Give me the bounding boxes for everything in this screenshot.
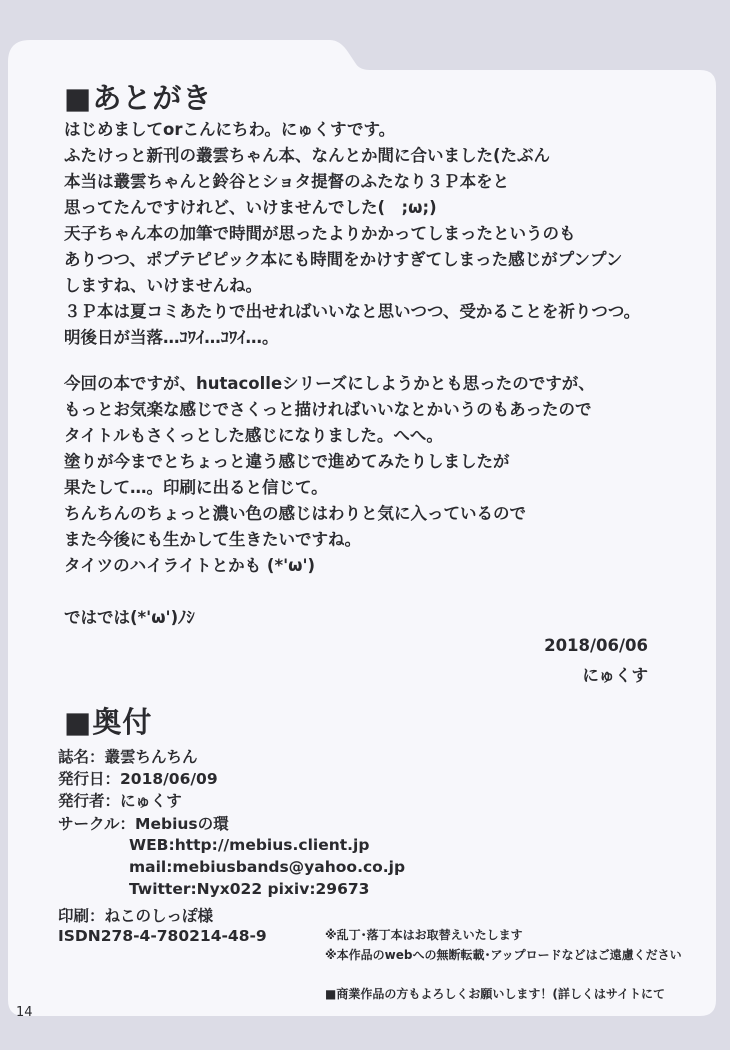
colophon-social: Twitter:Nyx022 pixiv:29673 [129,880,370,898]
afterword-line: ３Ｐ本は夏コミあたりで出せればいいなと思いつつ、受かることを祈りつつ。 [64,302,641,321]
afterword-line: ありつつ、ポプテピピック本にも時間をかけすぎてしまった感じがプンプン [64,250,623,269]
afterword-line: 本当は叢雲ちゃんと鈴谷とショタ提督のふたなり３Ｐ本をと [64,172,510,191]
afterword-line: 果たして…。印刷に出ると信じて。 [64,478,328,497]
afterword-line: 塗りが今までとちょっと違う感じで進めてみたりしましたが [64,452,510,471]
afterword-line: 天子ちゃん本の加筆で時間が思ったよりかかってしまったというのも [64,224,576,243]
colophon-issue-date: 発行日：2018/06/09 [58,770,218,788]
afterword-line: タイツのハイライトとかも (*'ω') [64,556,316,575]
colophon-publisher: 発行者：にゅくす [58,792,182,810]
afterword-line: ではでは(*'ω')ﾉｼ [64,608,195,627]
afterword-line: もっとお気楽な感じでさくっと描ければいいなとかいうのもあったので [64,400,592,419]
afterword-date: 2018/06/06 [544,636,648,655]
colophon-circle: サークル：Mebiusの環 [58,815,229,833]
afterword-line: ちんちんのちょっと濃い色の感じはわりと気に入っているので [64,504,526,523]
afterword-line: タイトルもさくっとした感じになりました。へへ。 [64,426,443,445]
colophon-printer: 印刷：ねこのしっぽ様 [58,907,214,925]
afterword-line: また今後にも生かして生きたいですね。 [64,530,361,549]
afterword-line: 明後日が当落…ｺﾜｲ…ｺﾜｲ…。 [64,328,279,347]
colophon-web: WEB:http://mebius.client.jp [129,836,370,854]
colophon-mail: mail:mebiusbands@yahoo.co.jp [129,858,406,876]
colophon-isdn: ISDN278-4-780214-48-9 [58,927,267,945]
afterword-signature: にゅくす [582,666,648,685]
afterword-line: はじめましてorこんにちわ。にゅくすです。 [64,120,396,139]
colophon-title: 誌名：叢雲ちんちん [58,748,198,766]
note-misprint: ※乱丁･落丁本はお取替えいたします [325,928,523,942]
afterword-line: しますね、いけませんね。 [64,276,262,295]
afterword-line: ふたけっと新刊の叢雲ちゃん本、なんとか間に合いました(たぶん [64,146,551,165]
afterword-line: 今回の本ですが、hutacolleシリーズにしようかとも思ったのですが、 [64,374,595,393]
afterword-heading: ■あとがき [64,81,213,115]
note-commercial: ■商業作品の方もよろしくお願いします！(詳しくはサイトにて [325,987,665,1001]
afterword-line: 思ってたんですけれど、いけませんでした( ;ω;) [64,198,437,217]
colophon-heading: ■奥付 [64,705,153,739]
page-number: 14 [16,1005,33,1020]
note-no-reupload: ※本作品のwebへの無断転載･アップロードなどはご遠慮ください [325,948,682,962]
